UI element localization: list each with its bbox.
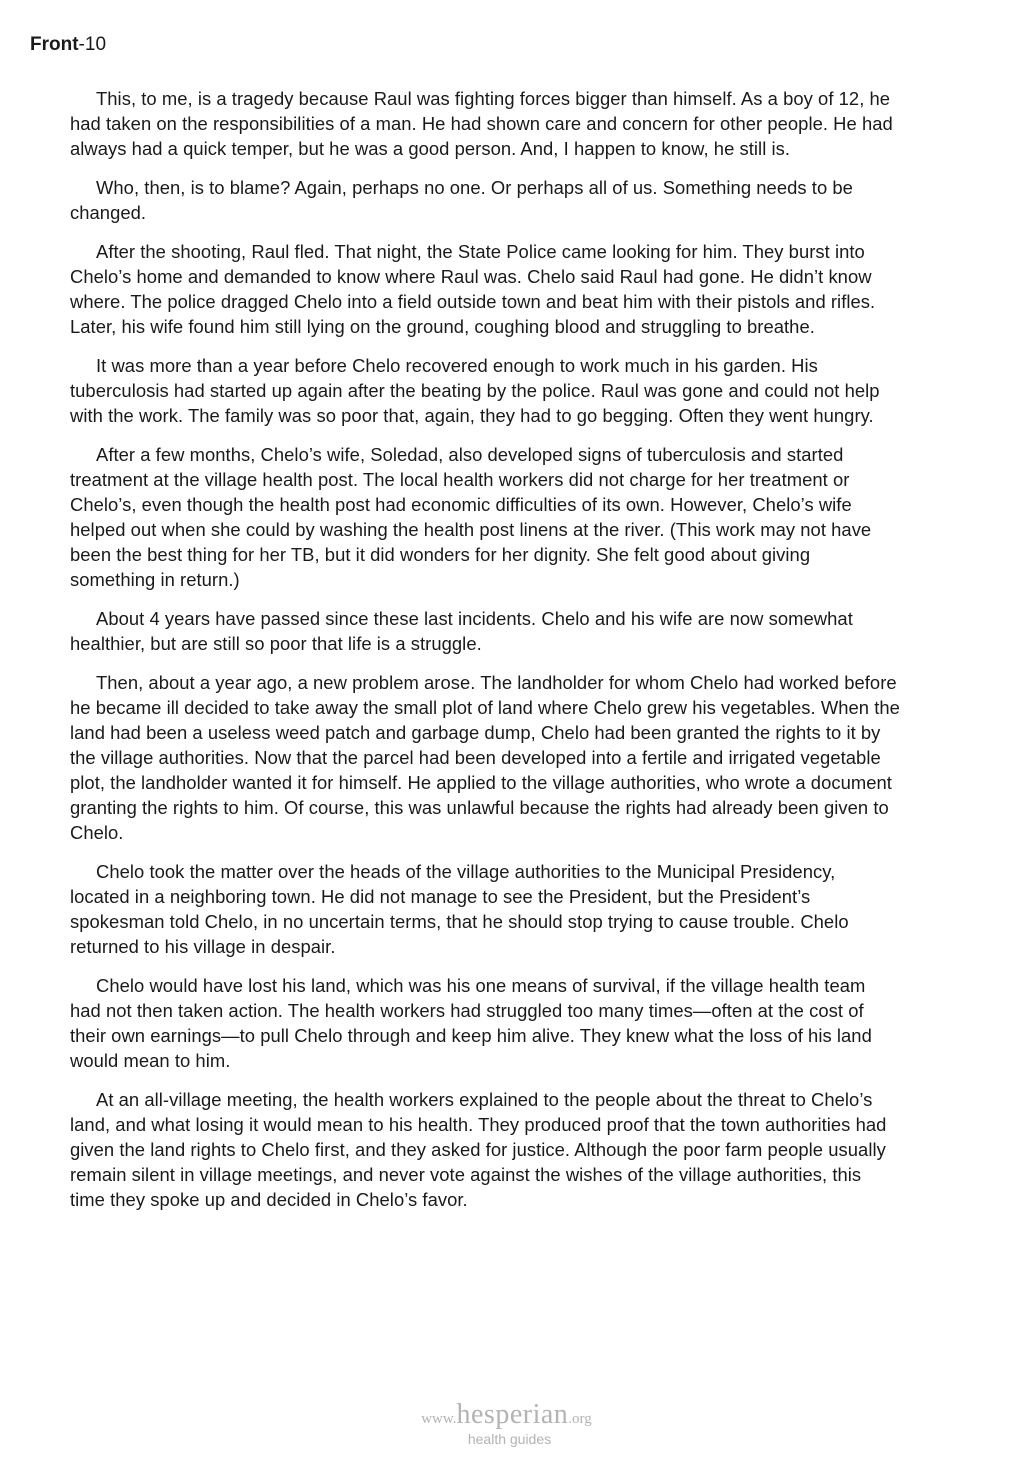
paragraph-3: After the shooting, Raul fled. That night, the State Police came looking for him. They burst into Chelo’s home and demanded to know where Raul was. Chelo said Raul had gone. He didn’t know where. The police dragged Chelo into a field outside town and beat him with their pistols and rifles. Later, his wife found him still lying on the ground, coughing blood and struggling to breathe. [70,241,876,337]
paragraph-2: Who, then, is to blame? Again, perhaps no one. Or perhaps all of us. Something needs to be changed. [70,177,853,223]
logo-tagline: health guides [467,1431,552,1447]
hesperian-logo [0,1399,1013,1447]
section-name: Front [30,34,79,55]
logo-www: www. [421,1411,457,1427]
logo-brand: hesperian [456,1399,569,1430]
page-number: -10 [78,34,107,55]
page-header [30,34,106,56]
paragraph-8: Chelo took the matter over the heads of the village authorities to the Municipal Presidency, located in a neighboring town. He did not manage to see the President, but the President’s spokesman told Chelo, in no uncertain terms, that he should stop trying to cause trouble. Chelo returned to his village in despair. [70,861,849,957]
paragraph-4: It was more than a year before Chelo recovered enough to work much in his garden. His tuberculosis had started up again after the beating by the police. Raul was gone and could not help with the work. The family was so poor that, again, they had to go begging. Often they went hungry. [70,355,880,426]
logo-org: .org [568,1411,592,1427]
paragraph-1: This, to me, is a tragedy because Raul was fighting forces bigger than himself. As a boy of 12, he had taken on the responsibilities of a man. He had shown care and concern for other people. He had always had a quick temper, but he was a good person. And, I happen to know, he still is. [70,88,893,159]
paragraph-10: At an all-village meeting, the health workers explained to the people about the threat to Chelo’s land, and what losing it would mean to his health. They produced proof that the town authorities had given the land rights to Chelo first, and they asked for justice. Although the poor farm people usually remain silent in village meetings, and never vote against the wishes of the village authorities, this time they spoke up and decided in Chelo’s favor. [70,1089,887,1210]
paragraph-5: After a few months, Chelo’s wife, Soledad, also developed signs of tuberculosis and started treatment at the village health post. The local health workers did not charge for her treatment or Chelo’s, even though the health post had economic difficulties of its own. However, Chelo’s wife helped out when she could by washing the health post linens at the river. (This work may not have been the best thing for her TB, but it did wonders for her dignity. She felt good about giving something in return.) [70,444,872,590]
paragraph-7: Then, about a year ago, a new problem arose. The landholder for whom Chelo had worked before he became ill decided to take away the small plot of land where Chelo grew his vegetables. When the land had been a useless weed patch and garbage dump, Chelo had been granted the rights to it by the village authorities. Now that the parcel had been developed into a fertile and irrigated vegetable plot, the landholder wanted it for himself. He applied to the village authorities, who wrote a document granting the rights to him. Of course, this was unlawful because the rights had already been given to Chelo. [70,672,900,843]
logo-wordmark [0,1399,1013,1432]
paragraph-9: Chelo would have lost his land, which was his one means of survival, if the village health team had not then taken action. The health workers had struggled too many times—often at the cost of their own earnings—to pull Chelo through and keep him alive. They knew what the loss of his land would mean to him. [70,975,872,1071]
body-text [70,86,900,1226]
paragraph-6: About 4 years have passed since these last incidents. Chelo and his wife are now somewhat healthier, but are still so poor that life is a struggle. [70,608,853,654]
